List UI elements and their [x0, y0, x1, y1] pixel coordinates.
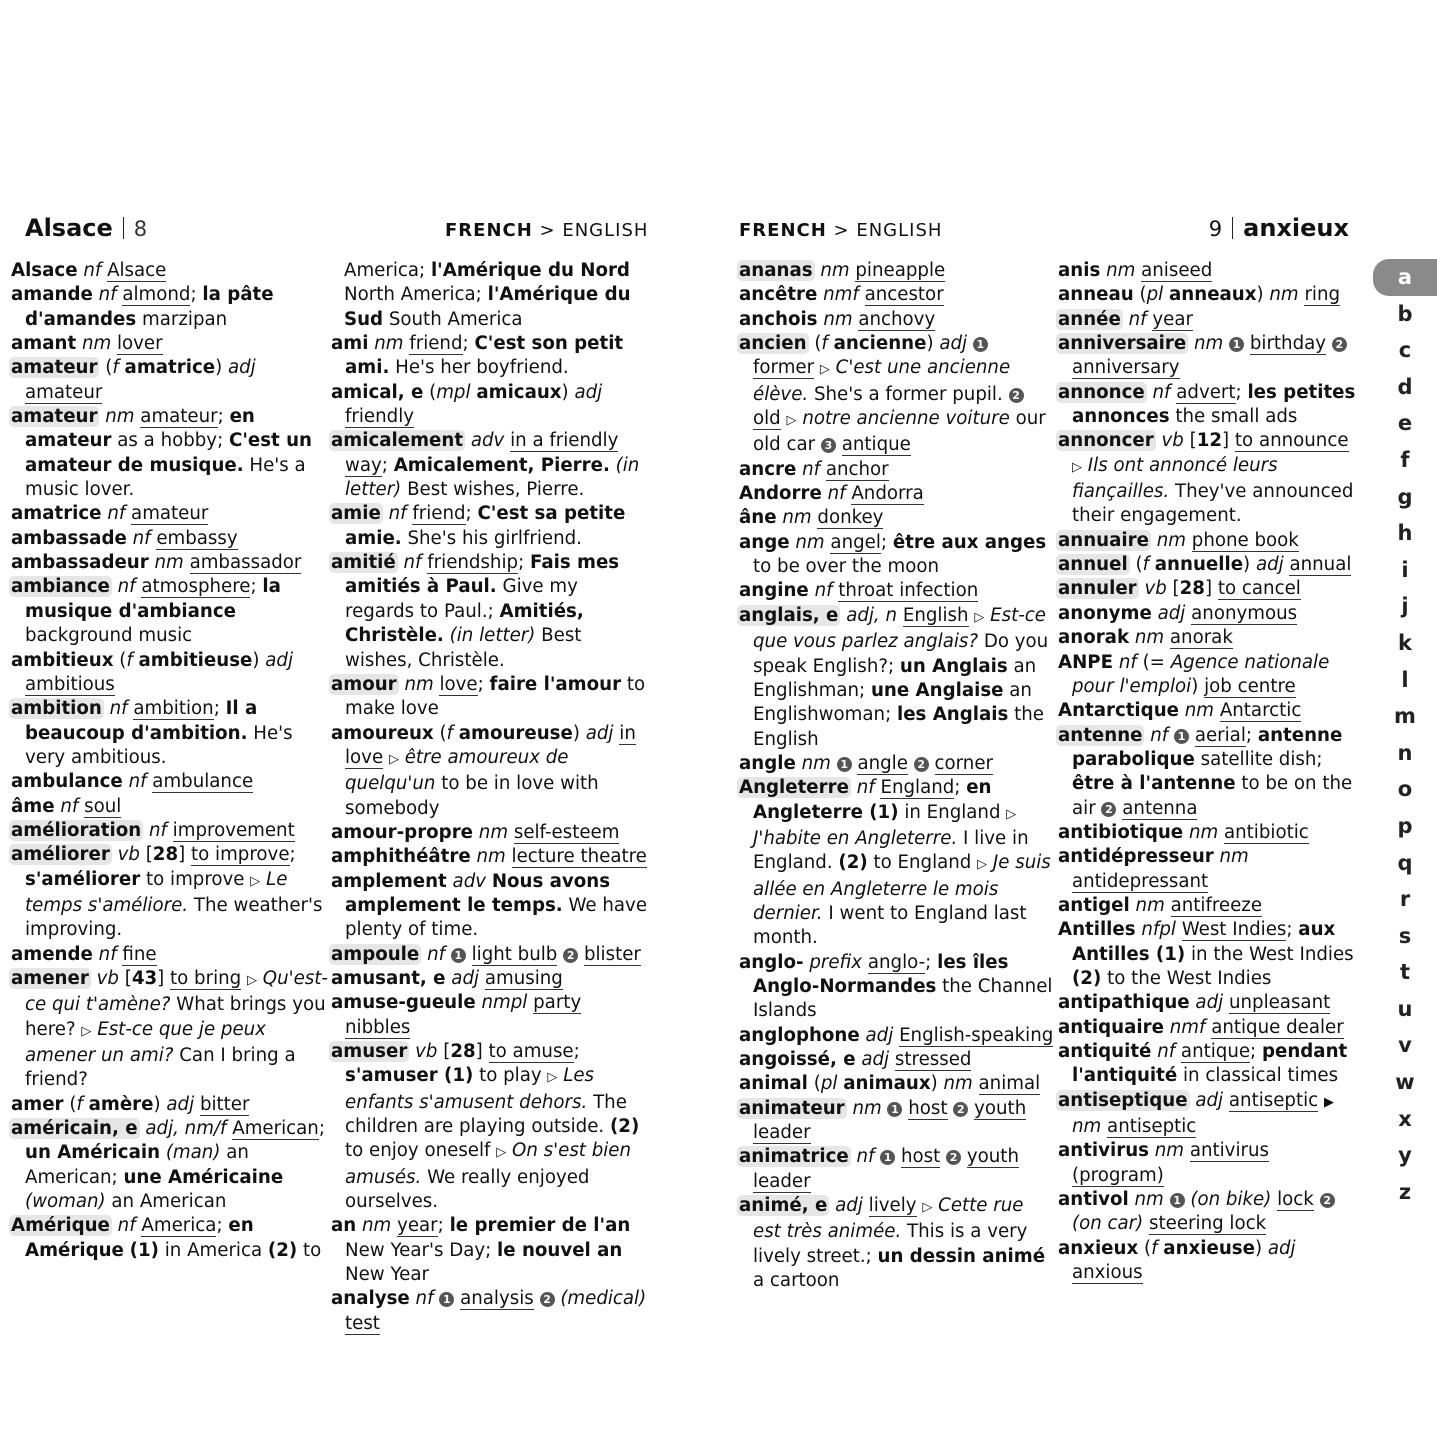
thumb-index-letter-g[interactable]: g — [1397, 484, 1413, 509]
thumb-index-letter-c[interactable]: c — [1398, 338, 1412, 363]
thumb-index-letter-h[interactable]: h — [1397, 521, 1413, 546]
dictionary-entry: amende nf fine — [11, 943, 157, 965]
thumb-index-letter-i[interactable]: i — [1401, 557, 1409, 582]
thumb-index-letter-d[interactable]: d — [1397, 374, 1413, 399]
dictionary-entry: amuse-gueule nmpl party nibbles — [331, 992, 582, 1038]
dictionary-entry: an nm year; le premier de l'an New Year's Day; le nouvel an New Year — [331, 1215, 631, 1286]
thumb-index-letter-n[interactable]: n — [1397, 740, 1413, 765]
thumb-index-letter-s[interactable]: s — [1398, 923, 1412, 948]
dictionary-entry: antenne nf 1 aerial; antenne parabolique satellite dish; être à l'antenne to be on the air 2 antenna — [1058, 724, 1353, 819]
dictionary-entry: amusant, e adj amusing — [331, 967, 563, 989]
dictionary-entry: anglo- prefix anglo-; les îles Anglo-Normandes the Channel Islands — [739, 951, 1053, 1022]
dictionary-entry: anniversaire nm 1 birthday 2 anniversary — [1058, 332, 1364, 381]
thumb-index-letter-y[interactable]: y — [1398, 1143, 1412, 1168]
dictionary-entry: ancre nf anchor — [739, 458, 889, 480]
dictionary-entry: anis nm aniseed — [1058, 260, 1213, 281]
left-direction-label: FRENCH > ENGLISH — [445, 220, 649, 241]
thumb-index-letter-f[interactable]: f — [1400, 447, 1410, 472]
thumb-index-letter-b[interactable]: b — [1397, 301, 1413, 326]
dictionary-entry: Antarctique nm Antarctic — [1058, 700, 1302, 722]
dictionary-entry: antivirus nm antivirus (program) — [1058, 1140, 1269, 1186]
dictionary-entry: amande nf almond; la pâte d'amandes marzipan — [11, 284, 274, 330]
dictionary-entry: animatrice nf 1 host 2 youth leader — [739, 1146, 1019, 1192]
dictionary-column-4 — [1058, 259, 1364, 1285]
dictionary-column-1 — [11, 259, 331, 1263]
dictionary-entry: annuaire nm phone book — [1058, 529, 1299, 551]
dictionary-entry: ampoule nf 1 light bulb 2 blister — [331, 943, 641, 965]
right-guide-word: anxieux — [1243, 214, 1349, 242]
thumb-index-letter-o[interactable]: o — [1397, 777, 1413, 802]
dictionary-entry: ami nm friend; C'est son petit ami. He's her boyfriend. — [331, 333, 624, 379]
thumb-index-letter-w[interactable]: w — [1395, 1070, 1415, 1095]
dictionary-entry: âne nm donkey — [739, 507, 884, 529]
dictionary-entry: antiseptique adj antiseptic ▶ nm antiseptic — [1058, 1089, 1334, 1138]
dictionary-entry: Amérique nf America; en Amérique (1) in America (2) to — [11, 1215, 322, 1261]
dictionary-entry: amplement adv Nous avons amplement le temps. We have plenty of time. — [331, 870, 648, 941]
dictionary-entry: âme nf soul — [11, 795, 122, 817]
header-separator — [1232, 217, 1233, 239]
dictionary-entry: anglophone adj English-speaking — [739, 1024, 1054, 1046]
dictionary-entry: amicalement adv in a friendly way; Amicalement, Pierre. (in letter) Best wishes, Pierre. — [331, 430, 640, 501]
dictionary-entry: amener vb [43] to bring ▷ Qu'est-ce qui t'amène? What brings you here? ▷ Est-ce que je peux amener un ami? Can I bring a friend? — [11, 967, 328, 1091]
dictionary-entry: Andorre nf Andorra — [739, 483, 924, 505]
dictionary-entry: angle nm 1 angle 2 corner — [739, 752, 993, 774]
dictionary-entry: amical, e (mpl amicaux) adj friendly — [331, 381, 603, 428]
thumb-index-letter-v[interactable]: v — [1398, 1033, 1412, 1058]
dictionary-entry: animateur nm 1 host 2 youth leader — [739, 1097, 1027, 1144]
dictionary-entry: ambitieux (f ambitieuse) adj ambitious — [11, 649, 294, 695]
dictionary-entry: amateur (f amatrice) adj amateur — [11, 357, 256, 403]
right-direction-label: FRENCH > ENGLISH — [739, 220, 943, 241]
dictionary-entry: antidépresseur nm antidepressant — [1058, 846, 1249, 892]
thumb-index-letter-l[interactable]: l — [1401, 667, 1409, 692]
thumb-index-letter-q[interactable]: q — [1397, 850, 1413, 875]
dictionary-entry: antibiotique nm antibiotic — [1058, 821, 1309, 843]
dictionary-entry: ambition nf ambition; Il a beaucoup d'ambition. He's very ambitious. — [11, 698, 293, 768]
dictionary-entry: Alsace nf Alsace — [11, 260, 167, 281]
dictionary-entry: animé, e adj lively ▷ Cette rue est très animée. This is a very lively street.; un dessin animé a cartoon — [739, 1195, 1046, 1292]
thumb-index-letter-r[interactable]: r — [1399, 887, 1411, 912]
dictionary-entry: amie nf friend; C'est sa petite amie. She's his girlfriend. — [331, 503, 626, 549]
dictionary-entry: anxieux (f anxieuse) adj anxious — [1058, 1237, 1296, 1284]
right-page-number: 9 — [1208, 217, 1223, 241]
thumb-index-letter-j[interactable]: j — [1401, 594, 1409, 619]
dictionary-column-3 — [739, 259, 1054, 1293]
left-page-number: 8 — [133, 217, 148, 241]
dictionary-entry: angoissé, e adj stressed — [739, 1049, 972, 1070]
dictionary-entry: ANPE nf (= Agence nationale pour l'emploi) job centre — [1058, 651, 1330, 697]
dictionary-entry-continued: America; l'Amérique du Nord North America; l'Amérique du Sud South America — [344, 260, 631, 330]
dictionary-column-2 — [331, 259, 651, 1336]
dictionary-entry: anneau (pl anneaux) nm ring — [1058, 284, 1341, 306]
thumb-index-letter-u[interactable]: u — [1397, 996, 1413, 1021]
thumb-index-letter-x[interactable]: x — [1398, 1106, 1412, 1131]
thumb-index-letter-k[interactable]: k — [1398, 630, 1412, 655]
dictionary-entry: ambiance nf atmosphere; la musique d'ambiance background music — [11, 576, 281, 647]
thumb-index-letter-t[interactable]: t — [1399, 960, 1411, 985]
dictionary-entry: ambassade nf embassy — [11, 527, 238, 549]
dictionary-entry: annuler vb [28] to cancel — [1058, 578, 1301, 600]
dictionary-entry: anchois nm anchovy — [739, 308, 936, 330]
thumb-index-letter-p[interactable]: p — [1397, 813, 1413, 838]
dictionary-entry: amour-propre nm self-esteem — [331, 821, 620, 843]
thumb-index-letter-m[interactable]: m — [1394, 704, 1416, 729]
right-page-header — [1209, 214, 1349, 242]
dictionary-entry: ange nm angel; être aux anges to be over the moon — [739, 531, 1047, 578]
dictionary-entry: ambulance nf ambulance — [11, 771, 254, 793]
dictionary-entry: angine nf throat infection — [739, 580, 979, 602]
dictionary-entry: amélioration nf improvement — [11, 819, 295, 841]
dictionary-entry: amuser vb [28] to amuse; s'amuser (1) to play ▷ Les enfants s'amusent dehors. The children are playing outside. (2) to enjoy oneself ▷ On s'est bien amusés. We really enjoyed ourselves. — [331, 1041, 640, 1213]
dictionary-entry: amatrice nf amateur — [11, 503, 209, 525]
dictionary-entry: analyse nf 1 analysis 2 (medical) test — [331, 1288, 647, 1334]
dictionary-entry: ancêtre nmf ancestor — [739, 284, 944, 306]
dictionary-entry: anorak nm anorak — [1058, 627, 1233, 649]
dictionary-entry: année nf year — [1058, 308, 1193, 330]
dictionary-entry: amour nm love; faire l'amour to make love — [331, 673, 646, 720]
dictionary-entry: antigel nm antifreeze — [1058, 894, 1263, 916]
dictionary-entry: annoncer vb [12] to announce ▷ Ils ont annoncé leurs fiançailles. They've announced their engagement. — [1058, 430, 1354, 527]
dictionary-entry: américain, e adj, nm/f American; un Américain (man) an American; une Américaine (woman) an American — [11, 1118, 325, 1213]
dictionary-entry: antiquaire nmf antique dealer — [1058, 1016, 1344, 1038]
dictionary-entry: annonce nf advert; les petites annonces the small ads — [1058, 381, 1356, 428]
left-guide-word: Alsace — [25, 214, 113, 242]
dictionary-entry: antiquité nf antique; pendant l'antiquité in classical times — [1058, 1041, 1348, 1087]
dictionary-entry: ananas nm pineapple — [739, 260, 946, 281]
thumb-index-letter-e[interactable]: e — [1397, 411, 1413, 436]
dictionary-entry: amer (f amère) adj bitter — [11, 1093, 250, 1115]
dictionary-entry: amoureux (f amoureuse) adj in love ▷ être amoureux de quelqu'un to be in love with somebody — [331, 722, 636, 819]
dictionary-entry: antivol nm 1 (on bike) lock 2 (on car) steering lock — [1058, 1188, 1364, 1237]
dictionary-entry: Angleterre nf England; en Angleterre (1) in England ▷ J'habite en Angleterre. I live in England. (2) to England ▷ Je suis allée en Angleterre le mois dernier. I went to England last month. — [739, 777, 1051, 949]
dictionary-entry: antipathique adj unpleasant — [1058, 992, 1331, 1014]
thumb-index-letter-a[interactable]: a — [1373, 259, 1437, 296]
dictionary-entry: amateur nm amateur; en amateur as a hobby; C'est un amateur de musique. He's a music lover. — [11, 406, 312, 501]
dictionary-entry: amitié nf friendship; Fais mes amitiés à Paul. Give my regards to Paul.; Amitiés, Christèle. (in letter) Best wishes, Christèle. — [331, 552, 620, 671]
dictionary-entry: Antilles nfpl West Indies; aux Antilles (1) in the West Indies (2) to the West Indies — [1058, 919, 1354, 989]
dictionary-entry: améliorer vb [28] to improve; s'améliorer to improve ▷ Le temps s'améliore. The weather's improving. — [11, 844, 323, 941]
dictionary-entry: amphithéâtre nm lecture theatre — [331, 846, 647, 868]
dictionary-entry: animal (pl animaux) nm animal — [739, 1073, 1041, 1095]
thumb-index — [1373, 259, 1437, 1210]
dictionary-entry: ancien (f ancienne) adj 1 former ▷ C'est une ancienne élève. She's a former pupil. 2 old ▷ notre ancienne voiture our old car 3 antique — [739, 333, 1046, 456]
dictionary-entry: anglais, e adj, n English ▷ Est-ce que vous parlez anglais? Do you speak English?; un Anglais an Englishman; une Anglaise an Englishwoman; les Anglais the English — [739, 604, 1049, 750]
dictionary-entry: anonyme adj anonymous — [1058, 602, 1298, 624]
dictionary-entry: ambassadeur nm ambassador — [11, 552, 302, 574]
thumb-index-letter-z[interactable]: z — [1398, 1179, 1412, 1204]
dictionary-entry: annuel (f annuelle) adj annual — [1058, 554, 1352, 576]
dictionary-entry: amant nm lover — [11, 333, 163, 355]
left-page-header — [25, 214, 147, 242]
header-separator — [123, 217, 124, 239]
